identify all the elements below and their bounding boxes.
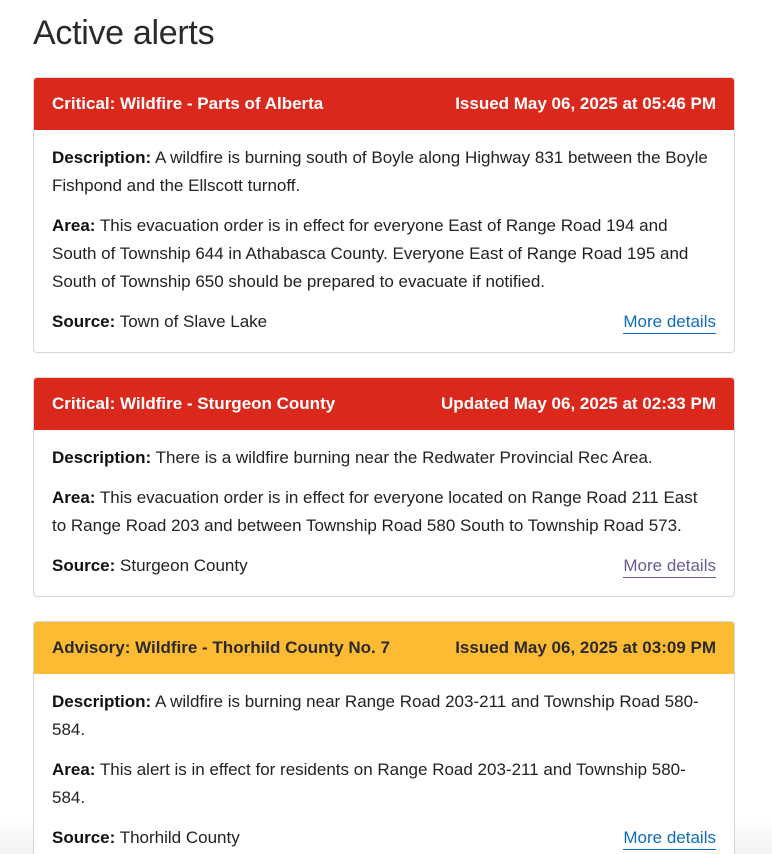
alert-timestamp: Issued May 06, 2025 at 03:09 PM <box>455 638 716 657</box>
area-text: This evacuation order is in effect for everyone located on Range Road 211 East to Range Road 203 and between Township Road 580 South to Township Road 573. <box>52 488 698 535</box>
alert-title: Critical: Wildfire - Parts of Alberta <box>52 94 324 113</box>
alert-title: Advisory: Wildfire - Thorhild County No. 7 <box>52 638 390 657</box>
alert-card-sturgeon-county <box>33 377 735 597</box>
description-label: Description: <box>52 692 152 711</box>
alert-description <box>52 144 716 200</box>
more-details-link[interactable]: More details <box>623 827 716 850</box>
source-text: Thorhild County <box>119 828 240 847</box>
alert-source-row <box>52 824 716 852</box>
alert-description <box>52 688 716 744</box>
source-label: Source: <box>52 828 116 847</box>
area-text: This alert is in effect for residents on Range Road 203-211 and Township 580-584. <box>52 760 686 807</box>
alert-timestamp: Updated May 06, 2025 at 02:33 PM <box>441 394 716 413</box>
area-label: Area: <box>52 488 96 507</box>
alert-description <box>52 444 716 472</box>
alert-area <box>52 212 716 296</box>
description-label: Description: <box>52 148 152 167</box>
description-label: Description: <box>52 448 152 467</box>
alert-source-row <box>52 552 716 580</box>
alert-header <box>34 78 734 130</box>
alert-area <box>52 756 716 812</box>
source-text: Town of Slave Lake <box>119 312 268 331</box>
source-label: Source: <box>52 312 116 331</box>
more-details-link[interactable]: More details <box>623 311 716 334</box>
alert-header <box>34 622 734 674</box>
area-label: Area: <box>52 760 96 779</box>
source-label: Source: <box>52 556 116 575</box>
alert-source <box>52 308 267 336</box>
alert-source-row <box>52 308 716 336</box>
alert-source <box>52 824 240 852</box>
description-text: A wildfire is burning south of Boyle along Highway 831 between the Boyle Fishpond and the Ellscott turnoff. <box>52 148 708 195</box>
alert-card-parts-of-alberta <box>33 77 735 353</box>
page-title: Active alerts <box>33 14 215 52</box>
source-text: Sturgeon County <box>120 556 248 575</box>
alert-source <box>52 552 248 580</box>
description-text: A wildfire is burning near Range Road 203-211 and Township Road 580-584. <box>52 692 699 739</box>
area-text: This evacuation order is in effect for everyone East of Range Road 194 and South of Township 644 in Athabasca County. Everyone East of Range Road 195 and South of Township 650 should be prepared to evacuate if notified. <box>52 216 689 291</box>
alert-timestamp: Issued May 06, 2025 at 05:46 PM <box>455 94 716 113</box>
alert-header <box>34 378 734 430</box>
alert-area <box>52 484 716 540</box>
description-text: There is a wildfire burning near the Redwater Provincial Rec Area. <box>155 448 653 467</box>
alert-body <box>34 430 734 596</box>
more-details-link[interactable]: More details <box>623 555 716 578</box>
area-label: Area: <box>52 216 96 235</box>
alert-body <box>34 130 734 352</box>
alert-card-thorhild-county <box>33 621 735 854</box>
alert-title: Critical: Wildfire - Sturgeon County <box>52 394 336 413</box>
alert-body <box>34 674 734 854</box>
